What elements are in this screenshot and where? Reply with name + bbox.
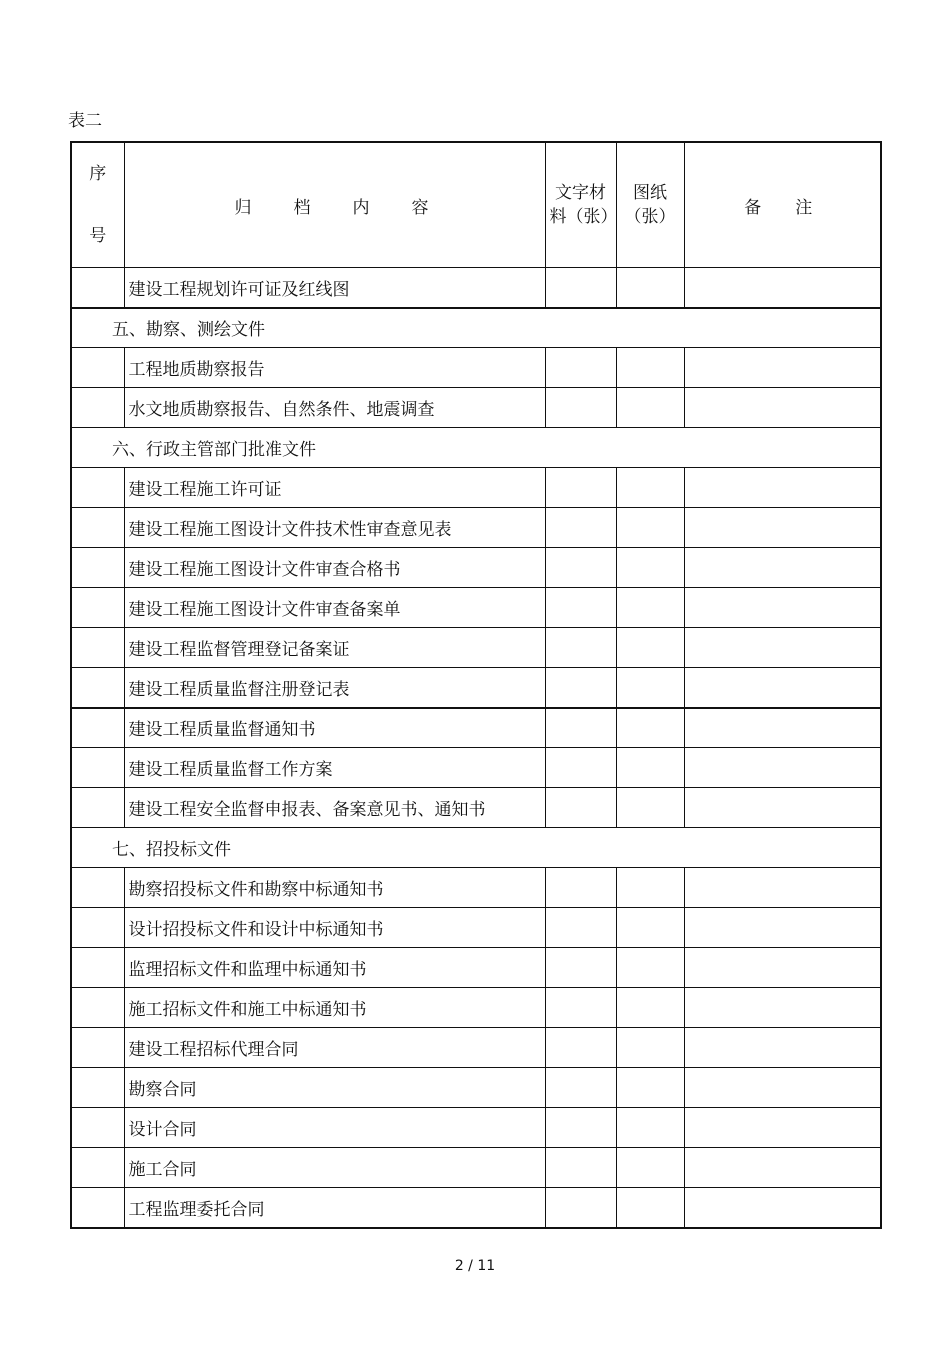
drawings-cell bbox=[616, 348, 684, 388]
content-cell: 建设工程规划许可证及红线图 bbox=[124, 268, 545, 308]
content-cell: 勘察招投标文件和勘察中标通知书 bbox=[124, 868, 545, 908]
table-row bbox=[71, 908, 881, 948]
remarks-cell bbox=[684, 1188, 881, 1228]
drawings-cell bbox=[616, 1108, 684, 1148]
header-text-materials bbox=[545, 142, 616, 268]
remarks-cell bbox=[684, 1028, 881, 1068]
drawings-cell bbox=[616, 708, 684, 748]
table-row bbox=[71, 788, 881, 828]
drawings-cell bbox=[616, 788, 684, 828]
content-cell: 建设工程施工图设计文件技术性审查意见表 bbox=[124, 508, 545, 548]
content-cell: 建设工程施工许可证 bbox=[124, 468, 545, 508]
table-row bbox=[71, 1028, 881, 1068]
table-row bbox=[71, 628, 881, 668]
seq-cell bbox=[71, 508, 124, 548]
table-row bbox=[71, 1108, 881, 1148]
seq-cell bbox=[71, 1108, 124, 1148]
remarks-cell bbox=[684, 1068, 881, 1108]
remarks-cell bbox=[684, 668, 881, 708]
content-cell: 工程地质勘察报告 bbox=[124, 348, 545, 388]
section-row bbox=[71, 308, 881, 348]
table-row bbox=[71, 548, 881, 588]
text-materials-cell bbox=[545, 788, 616, 828]
text-materials-cell bbox=[545, 508, 616, 548]
header-drawings-line1: 图纸 bbox=[633, 183, 667, 203]
content-cell: 工程监理委托合同 bbox=[124, 1188, 545, 1228]
remarks-cell bbox=[684, 708, 881, 748]
remarks-cell bbox=[684, 1148, 881, 1188]
content-cell: 建设工程监督管理登记备案证 bbox=[124, 628, 545, 668]
seq-cell bbox=[71, 788, 124, 828]
seq-cell bbox=[71, 388, 124, 428]
header-seq-line2: 号 bbox=[89, 226, 107, 246]
drawings-cell bbox=[616, 388, 684, 428]
section-row bbox=[71, 828, 881, 868]
text-materials-cell bbox=[545, 748, 616, 788]
seq-cell bbox=[71, 948, 124, 988]
text-materials-cell bbox=[545, 1148, 616, 1188]
seq-cell bbox=[71, 1028, 124, 1068]
content-cell: 设计招投标文件和设计中标通知书 bbox=[124, 908, 545, 948]
seq-cell bbox=[71, 588, 124, 628]
section-title: 五、勘察、测绘文件 bbox=[71, 308, 881, 348]
drawings-cell bbox=[616, 1148, 684, 1188]
header-row bbox=[71, 142, 881, 268]
drawings-cell bbox=[616, 468, 684, 508]
drawings-cell bbox=[616, 508, 684, 548]
drawings-cell bbox=[616, 988, 684, 1028]
header-seq-line1: 序 bbox=[89, 164, 107, 184]
header-drawings-line2: （张） bbox=[624, 207, 676, 227]
text-materials-cell bbox=[545, 348, 616, 388]
drawings-cell bbox=[616, 1188, 684, 1228]
text-materials-cell bbox=[545, 1068, 616, 1108]
text-materials-cell bbox=[545, 628, 616, 668]
section-row bbox=[71, 428, 881, 468]
remarks-cell bbox=[684, 468, 881, 508]
remarks-cell bbox=[684, 268, 881, 308]
remarks-cell bbox=[684, 948, 881, 988]
content-cell: 水文地质勘察报告、自然条件、地震调查 bbox=[124, 388, 545, 428]
header-seq bbox=[71, 142, 124, 268]
remarks-cell bbox=[684, 908, 881, 948]
content-cell: 施工招标文件和施工中标通知书 bbox=[124, 988, 545, 1028]
drawings-cell bbox=[616, 628, 684, 668]
seq-cell bbox=[71, 988, 124, 1028]
seq-cell bbox=[71, 868, 124, 908]
seq-cell bbox=[71, 748, 124, 788]
text-materials-cell bbox=[545, 1028, 616, 1068]
seq-cell bbox=[71, 1148, 124, 1188]
seq-cell bbox=[71, 548, 124, 588]
content-cell: 建设工程施工图设计文件审查合格书 bbox=[124, 548, 545, 588]
text-materials-cell bbox=[545, 988, 616, 1028]
seq-cell bbox=[71, 908, 124, 948]
drawings-cell bbox=[616, 868, 684, 908]
header-text-materials-line1: 文字材 bbox=[555, 183, 606, 203]
text-materials-cell bbox=[545, 548, 616, 588]
seq-cell bbox=[71, 668, 124, 708]
remarks-cell bbox=[684, 628, 881, 668]
remarks-cell bbox=[684, 1108, 881, 1148]
remarks-cell bbox=[684, 748, 881, 788]
header-text-materials-line2: 料（张） bbox=[549, 207, 618, 227]
remarks-cell bbox=[684, 588, 881, 628]
text-materials-cell bbox=[545, 588, 616, 628]
table-row bbox=[71, 708, 881, 748]
header-drawings bbox=[616, 142, 684, 268]
text-materials-cell bbox=[545, 868, 616, 908]
table-label: 表二 bbox=[68, 111, 102, 131]
table-row bbox=[71, 868, 881, 908]
table-row bbox=[71, 1188, 881, 1228]
content-cell: 施工合同 bbox=[124, 1148, 545, 1188]
text-materials-cell bbox=[545, 268, 616, 308]
seq-cell bbox=[71, 708, 124, 748]
content-cell: 监理招标文件和监理中标通知书 bbox=[124, 948, 545, 988]
table-row bbox=[71, 388, 881, 428]
remarks-cell bbox=[684, 508, 881, 548]
remarks-cell bbox=[684, 988, 881, 1028]
table-row bbox=[71, 268, 881, 308]
section-title: 七、招投标文件 bbox=[71, 828, 881, 868]
remarks-cell bbox=[684, 548, 881, 588]
table-row bbox=[71, 948, 881, 988]
text-materials-cell bbox=[545, 468, 616, 508]
drawings-cell bbox=[616, 268, 684, 308]
table-row bbox=[71, 588, 881, 628]
text-materials-cell bbox=[545, 668, 616, 708]
text-materials-cell bbox=[545, 948, 616, 988]
seq-cell bbox=[71, 348, 124, 388]
seq-cell bbox=[71, 1188, 124, 1228]
content-cell: 建设工程质量监督注册登记表 bbox=[124, 668, 545, 708]
drawings-cell bbox=[616, 748, 684, 788]
seq-cell bbox=[71, 628, 124, 668]
table-row bbox=[71, 468, 881, 508]
content-cell: 建设工程质量监督通知书 bbox=[124, 708, 545, 748]
drawings-cell bbox=[616, 908, 684, 948]
remarks-cell bbox=[684, 788, 881, 828]
drawings-cell bbox=[616, 948, 684, 988]
seq-cell bbox=[71, 1068, 124, 1108]
drawings-cell bbox=[616, 588, 684, 628]
table-row bbox=[71, 988, 881, 1028]
drawings-cell bbox=[616, 548, 684, 588]
remarks-cell bbox=[684, 348, 881, 388]
remarks-cell bbox=[684, 388, 881, 428]
content-cell: 建设工程安全监督申报表、备案意见书、通知书 bbox=[124, 788, 545, 828]
text-materials-cell bbox=[545, 388, 616, 428]
drawings-cell bbox=[616, 1068, 684, 1108]
content-cell: 建设工程施工图设计文件审查备案单 bbox=[124, 588, 545, 628]
seq-cell bbox=[71, 268, 124, 308]
archive-table bbox=[70, 141, 882, 1229]
table-row bbox=[71, 1148, 881, 1188]
content-cell: 勘察合同 bbox=[124, 1068, 545, 1108]
table-row bbox=[71, 668, 881, 708]
table-row bbox=[71, 348, 881, 388]
text-materials-cell bbox=[545, 708, 616, 748]
text-materials-cell bbox=[545, 908, 616, 948]
content-cell: 建设工程招标代理合同 bbox=[124, 1028, 545, 1068]
drawings-cell bbox=[616, 1028, 684, 1068]
drawings-cell bbox=[616, 668, 684, 708]
header-remarks: 备注 bbox=[684, 142, 881, 268]
content-cell: 建设工程质量监督工作方案 bbox=[124, 748, 545, 788]
table-row bbox=[71, 748, 881, 788]
table-row bbox=[71, 508, 881, 548]
section-title: 六、行政主管部门批准文件 bbox=[71, 428, 881, 468]
remarks-cell bbox=[684, 868, 881, 908]
header-content: 归档内容 bbox=[124, 142, 545, 268]
text-materials-cell bbox=[545, 1108, 616, 1148]
page-number: 2 / 11 bbox=[454, 1258, 496, 1274]
seq-cell bbox=[71, 468, 124, 508]
text-materials-cell bbox=[545, 1188, 616, 1228]
content-cell: 设计合同 bbox=[124, 1108, 545, 1148]
table-row bbox=[71, 1068, 881, 1108]
